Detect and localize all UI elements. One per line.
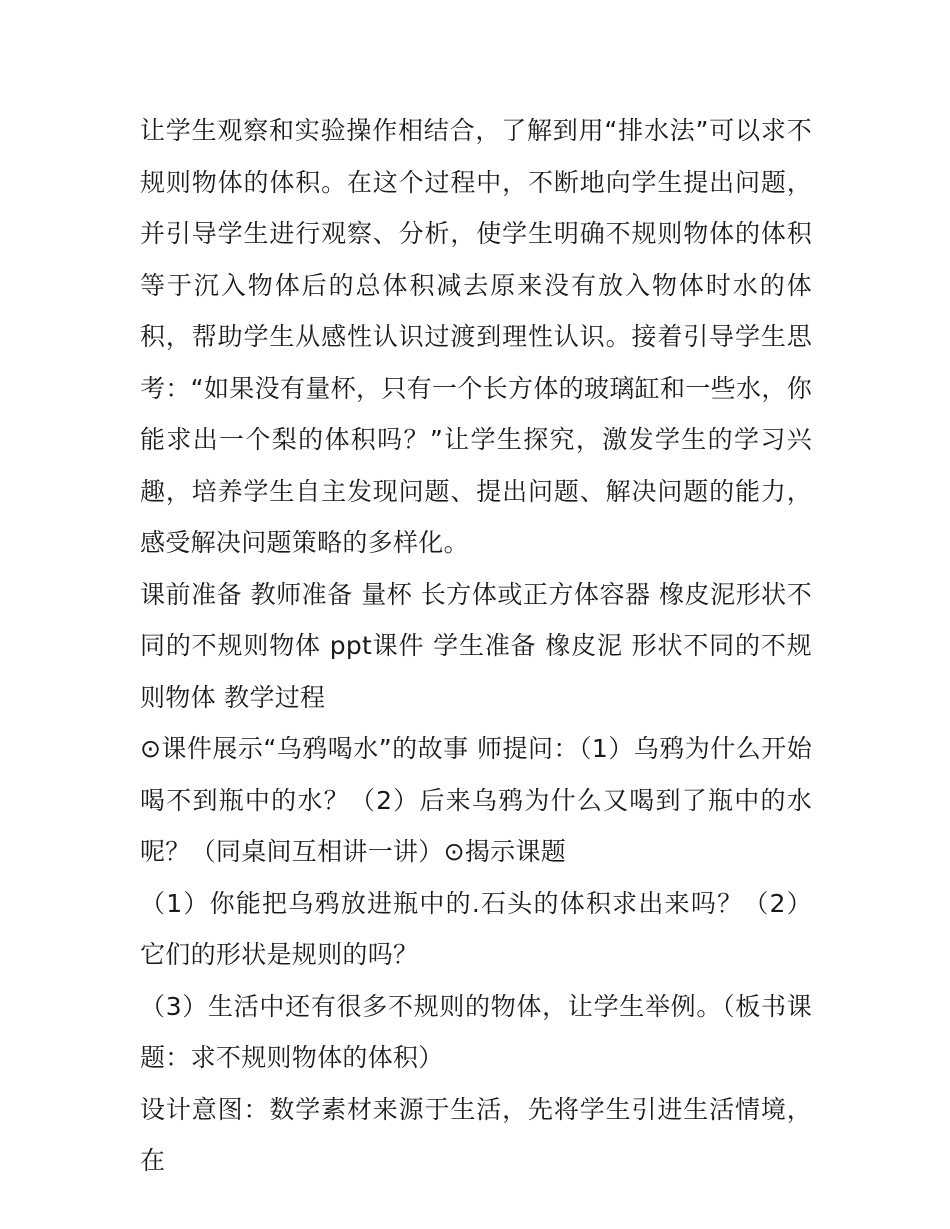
- paragraph-lesson-design-explanation: 让学生观察和实验操作相结合，了解到用“排水法”可以求不规则物体的体积。在这个过程中，不断地向学生提出问题，并引导学生进行观察、分析，使学生明确不规则物体的体积等于沉入物体后的总体积减去原来没有放入物体时水的体积，帮助学生从感性认识过渡到理性认识。接着引导学生思考：“如果没有量杯，只有一个长方体的玻璃缸和一些水，你能求出一个梨的体积吗？”让学生探究，激发学生的学习兴趣，培养学生自主发现问题、提出问题、解决问题的能力，感受解决问题策略的多样化。: [140, 116, 812, 557]
- paragraph-question-1-2: （1）你能把乌鸦放进瓶中的.石头的体积求出来吗？（2）它们的形状是规则的吗？: [140, 888, 812, 969]
- paragraph-crow-story: ⊙课件展示“乌鸦喝水”的故事 师提问：（1）乌鸦为什么开始喝不到瓶中的水？（2）后来乌鸦为什么又喝到了瓶中的水呢？（同桌间互相讲一讲）⊙揭示课题: [140, 734, 812, 866]
- paragraph-design-intent: 设计意图：数学素材来源于生活，先将学生引进生活情境，在: [140, 1094, 812, 1175]
- paragraph-question-3: （3）生活中还有很多不规则的物体，让学生举例。（板书课题：求不规则物体的体积）: [140, 991, 812, 1072]
- paragraph-preparation: 课前准备 教师准备 量杯 长方体或正方体容器 橡皮泥形状不同的不规则物体 ppt课件 学生准备 橡皮泥 形状不同的不规则物体 教学过程: [140, 579, 812, 712]
- document-body: [140, 105, 812, 1187]
